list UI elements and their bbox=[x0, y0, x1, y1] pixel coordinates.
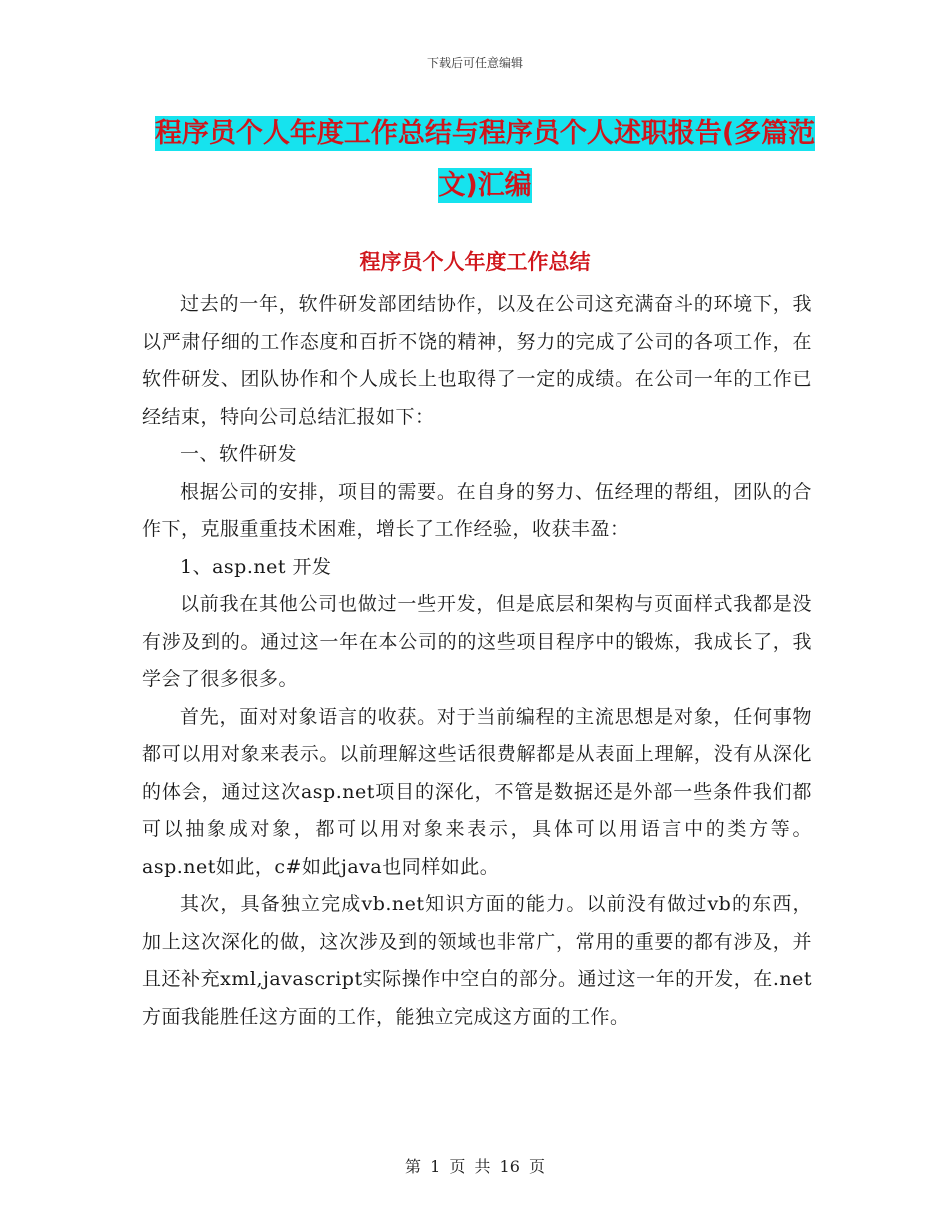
paragraph: 根据公司的安排，项目的需要。在自身的努力、伍经理的帮组，团队的合作下，克服重重技术困难，增长了工作经验，收获丰盈： bbox=[142, 480, 812, 540]
paragraph: 1、asp.net 开发 bbox=[180, 555, 332, 578]
paragraph: 以前我在其他公司也做过一些开发，但是底层和架构与页面样式我都是没有涉及到的。通过这一年在本公司的的这些项目程序中的锻炼，我成长了，我学会了很多很多。 bbox=[142, 593, 812, 690]
header-note: 下载后可任意编辑 bbox=[426, 56, 523, 70]
paragraph: 其次，具备独立完成vb.net知识方面的能力。以前没有做过vb的东西，加上这次深化的做，这次涉及到的领域也非常广，常用的重要的都有涉及，并且还补充xml,javascript实际操作中空白的部分。通过这一年的开发，在.net 方面我能胜任这方面的工作，能独立完成这方面的工作。 bbox=[142, 893, 812, 1028]
document-body bbox=[142, 286, 812, 1036]
document-title-text: 程序员个人年度工作总结与程序员个人述职报告(多篇范文)汇编 bbox=[154, 118, 816, 201]
page-footer: 第 1 页 共 16 页 bbox=[405, 1157, 545, 1176]
paragraph: 过去的一年，软件研发部团结协作，以及在公司这充满奋斗的环境下，我以严肃仔细的工作态度和百折不饶的精神，努力的完成了公司的各项工作，在软件研发、团队协作和个人成长上也取得了一定的成绩。在公司一年的工作已经结束，特向公司总结汇报如下： bbox=[142, 293, 812, 428]
document-title bbox=[140, 108, 830, 212]
paragraph: 一、软件研发 bbox=[180, 443, 298, 465]
paragraph: 首先，面对对象语言的收获。对于当前编程的主流思想是对象，任何事物都可以用对象来表示。以前理解这些话很费解都是从表面上理解，没有从深化的体会，通过这次asp.net项目的深化，不管是数据还是外部一些条件我们都可以抽象成对象，都可以用对象来表示，具体可以用语言中的类方等。asp.net如此，c#如此java也同样如此。 bbox=[142, 705, 812, 878]
section-title: 程序员个人年度工作总结 bbox=[359, 250, 591, 274]
